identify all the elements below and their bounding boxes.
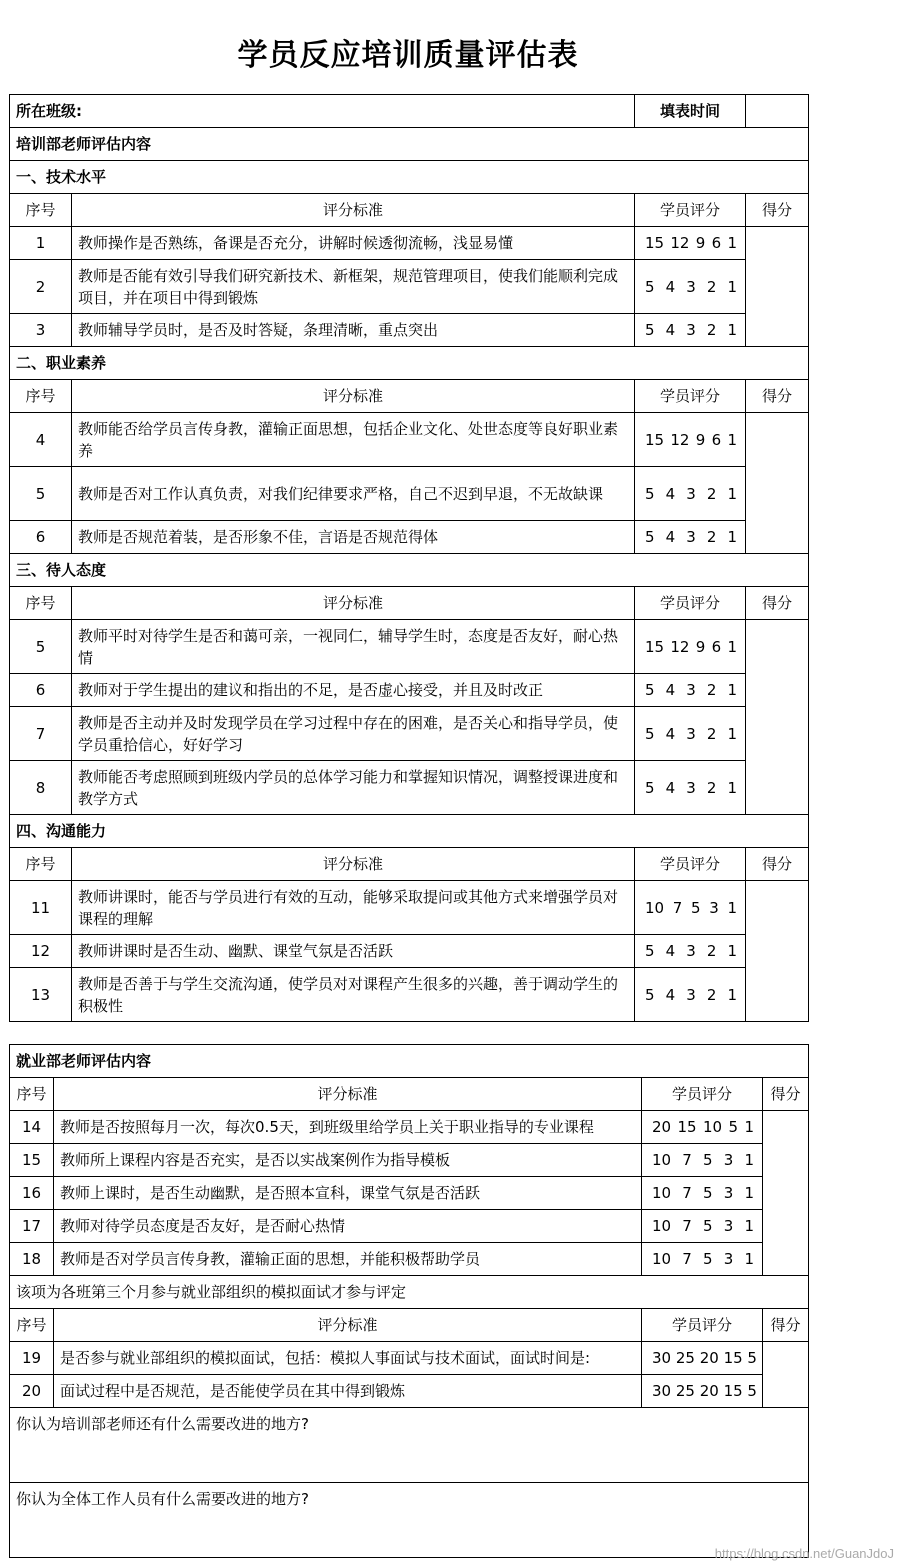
item-criteria: 教师能否考虑照顾到班级内学员的总体学习能力和掌握知识情况，调整授课进度和教学方式 [72,761,635,815]
col-score-header: 得分 [746,848,809,881]
item-number: 14 [10,1111,54,1144]
item-criteria: 教师能否给学员言传身教，灌输正面思想，包括企业文化、处世态度等良好职业素养 [72,413,635,467]
item-criteria: 教师是否对工作认真负责，对我们纪律要求严格，自己不迟到早退，不无故缺课 [72,467,635,521]
item-criteria: 教师对于学生提出的建议和指出的不足，是否虚心接受，并且及时改正 [72,674,635,707]
item-criteria: 教师是否按照每月一次，每次0.5天，到班级里给学员上关于职业指导的专业课程 [54,1111,642,1144]
item-number: 12 [10,935,72,968]
item-criteria: 教师上课时，是否生动幽默，是否照本宣科，课堂气氛是否活跃 [54,1177,642,1210]
col-no-header: 序号 [10,380,72,413]
column-header-row [10,1078,809,1111]
mock-interview-note: 该项为各班第三个月参与就业部组织的模拟面试才参与评定 [10,1276,809,1309]
col-rating-header: 学员评分 [635,848,746,881]
rating-scale[interactable]: 15 12 9 6 1 [635,227,746,260]
rating-scale[interactable]: 5 4 3 2 1 [635,521,746,554]
criteria-row [10,935,809,968]
item-number: 16 [10,1177,54,1210]
rating-scale[interactable]: 10 7 5 3 1 [642,1144,763,1177]
item-criteria: 教师对待学员态度是否友好，是否耐心热情 [54,1210,642,1243]
rating-scale[interactable]: 15 12 9 6 1 [635,620,746,674]
item-number: 1 [10,227,72,260]
rating-scale[interactable]: 5 4 3 2 1 [635,707,746,761]
col-rating-header: 学员评分 [642,1309,763,1342]
col-no-header: 序号 [10,587,72,620]
score-cell[interactable] [746,620,809,815]
col-rating-header: 学员评分 [635,380,746,413]
col-rating-header: 学员评分 [635,194,746,227]
col-criteria-header: 评分标准 [54,1309,642,1342]
item-number: 18 [10,1243,54,1276]
criteria-row [10,707,809,761]
rating-scale[interactable]: 10 7 5 3 1 [642,1243,763,1276]
score-cell[interactable] [746,413,809,554]
feedback-question-training[interactable]: 你认为培训部老师还有什么需要改进的地方? [10,1408,809,1483]
watermark: https://blog.csdn.net/GuanJdoJ [714,1546,894,1561]
rating-scale[interactable]: 5 4 3 2 1 [635,260,746,314]
col-criteria-header: 评分标准 [72,587,635,620]
item-number: 6 [10,521,72,554]
criteria-row [10,968,809,1022]
criteria-row [10,1342,809,1375]
rating-scale[interactable]: 15 12 9 6 1 [635,413,746,467]
rating-scale[interactable]: 30 25 20 15 5 [642,1375,763,1408]
column-header-row [10,587,809,620]
score-cell[interactable] [746,881,809,1022]
item-criteria: 教师是否对学员言传身教，灌输正面的思想，并能积极帮助学员 [54,1243,642,1276]
col-rating-header: 学员评分 [642,1078,763,1111]
item-number: 8 [10,761,72,815]
col-no-header: 序号 [10,194,72,227]
col-score-header: 得分 [763,1309,809,1342]
item-number: 5 [10,467,72,521]
col-rating-header: 学员评分 [635,587,746,620]
criteria-row [10,260,809,314]
criteria-row [10,620,809,674]
item-criteria: 教师是否主动并及时发现学员在学习过程中存在的困难，是否关心和指导学员，使学员重拾信心，好好学习 [72,707,635,761]
rating-scale[interactable]: 5 4 3 2 1 [635,674,746,707]
rating-scale[interactable]: 5 4 3 2 1 [635,761,746,815]
score-cell[interactable] [746,227,809,347]
rating-scale[interactable]: 5 4 3 2 1 [635,467,746,521]
feedback-question-staff[interactable]: 你认为全体工作人员有什么需要改进的地方? [10,1483,809,1558]
criteria-row [10,413,809,467]
item-criteria: 教师所上课程内容是否充实，是否以实战案例作为指导模板 [54,1144,642,1177]
training-heading: 培训部老师评估内容 [10,128,809,161]
item-criteria: 教师是否善于与学生交流沟通，使学员对对课程产生很多的兴趣，善于调动学生的积极性 [72,968,635,1022]
column-header-row [10,194,809,227]
rating-scale[interactable]: 10 7 5 3 1 [642,1177,763,1210]
rating-scale[interactable]: 5 4 3 2 1 [635,968,746,1022]
col-score-header: 得分 [746,587,809,620]
criteria-row [10,314,809,347]
employment-evaluation-table [9,1044,809,1558]
col-no-header: 序号 [10,848,72,881]
class-label: 所在班级: [10,95,635,128]
col-criteria-header: 评分标准 [72,848,635,881]
col-no-header: 序号 [10,1309,54,1342]
criteria-row [10,521,809,554]
item-criteria: 教师讲课时，能否与学员进行有效的互动，能够采取提问或其他方式来增强学员对课程的理解 [72,881,635,935]
rating-scale[interactable]: 30 25 20 15 5 [642,1342,763,1375]
col-no-header: 序号 [10,1078,54,1111]
column-header-row [10,380,809,413]
item-number: 7 [10,707,72,761]
date-label: 填表时间 [635,95,746,128]
item-number: 4 [10,413,72,467]
criteria-row [10,674,809,707]
column-header-row [10,1309,809,1342]
item-criteria: 教师是否规范着装，是否形象不佳，言语是否规范得体 [72,521,635,554]
col-score-header: 得分 [763,1078,809,1111]
criteria-row [10,761,809,815]
criteria-row [10,227,809,260]
training-evaluation-table [9,94,809,1022]
item-criteria: 教师辅导学员时，是否及时答疑，条理清晰，重点突出 [72,314,635,347]
column-header-row [10,848,809,881]
col-criteria-header: 评分标准 [72,194,635,227]
rating-scale[interactable]: 10 7 5 3 1 [642,1210,763,1243]
item-number: 17 [10,1210,54,1243]
rating-scale[interactable]: 5 4 3 2 1 [635,935,746,968]
col-score-header: 得分 [746,380,809,413]
rating-scale[interactable]: 10 7 5 3 1 [635,881,746,935]
criteria-row [10,1144,809,1177]
item-number: 5 [10,620,72,674]
item-criteria: 教师讲课时是否生动、幽默、课堂气氛是否活跃 [72,935,635,968]
page-title: 学员反应培训质量评估表 [237,38,579,73]
criteria-row [10,1210,809,1243]
item-criteria: 面试过程中是否规范，是否能使学员在其中得到锻炼 [54,1375,642,1408]
section-title: 三、待人态度 [10,554,809,587]
item-number: 13 [10,968,72,1022]
criteria-row [10,1177,809,1210]
col-criteria-header: 评分标准 [72,380,635,413]
item-number: 19 [10,1342,54,1375]
item-criteria: 教师是否能有效引导我们研究新技术、新框架，规范管理项目，使我们能顺利完成项目，并在项目中得到锻炼 [72,260,635,314]
item-criteria: 是否参与就业部组织的模拟面试，包括：模拟人事面试与技术面试，面试时间是: [54,1342,642,1375]
item-number: 15 [10,1144,54,1177]
score-cell[interactable] [763,1111,809,1276]
date-field[interactable] [746,95,809,128]
item-number: 2 [10,260,72,314]
criteria-row [10,467,809,521]
item-number: 6 [10,674,72,707]
criteria-row [10,1375,809,1408]
criteria-row [10,881,809,935]
rating-scale[interactable]: 20 15 10 5 1 [642,1111,763,1144]
rating-scale[interactable]: 5 4 3 2 1 [635,314,746,347]
score-cell[interactable] [763,1342,809,1408]
section-title: 二、职业素养 [10,347,809,380]
item-criteria: 教师操作是否熟练，备课是否充分，讲解时候透彻流畅，浅显易懂 [72,227,635,260]
employment-heading: 就业部老师评估内容 [10,1045,809,1078]
section-title: 一、技术水平 [10,161,809,194]
section-title: 四、沟通能力 [10,815,809,848]
item-number: 20 [10,1375,54,1408]
col-score-header: 得分 [746,194,809,227]
criteria-row [10,1111,809,1144]
item-number: 3 [10,314,72,347]
criteria-row [10,1243,809,1276]
item-criteria: 教师平时对待学生是否和蔼可亲，一视同仁，辅导学生时，态度是否友好，耐心热情 [72,620,635,674]
item-number: 11 [10,881,72,935]
col-criteria-header: 评分标准 [54,1078,642,1111]
